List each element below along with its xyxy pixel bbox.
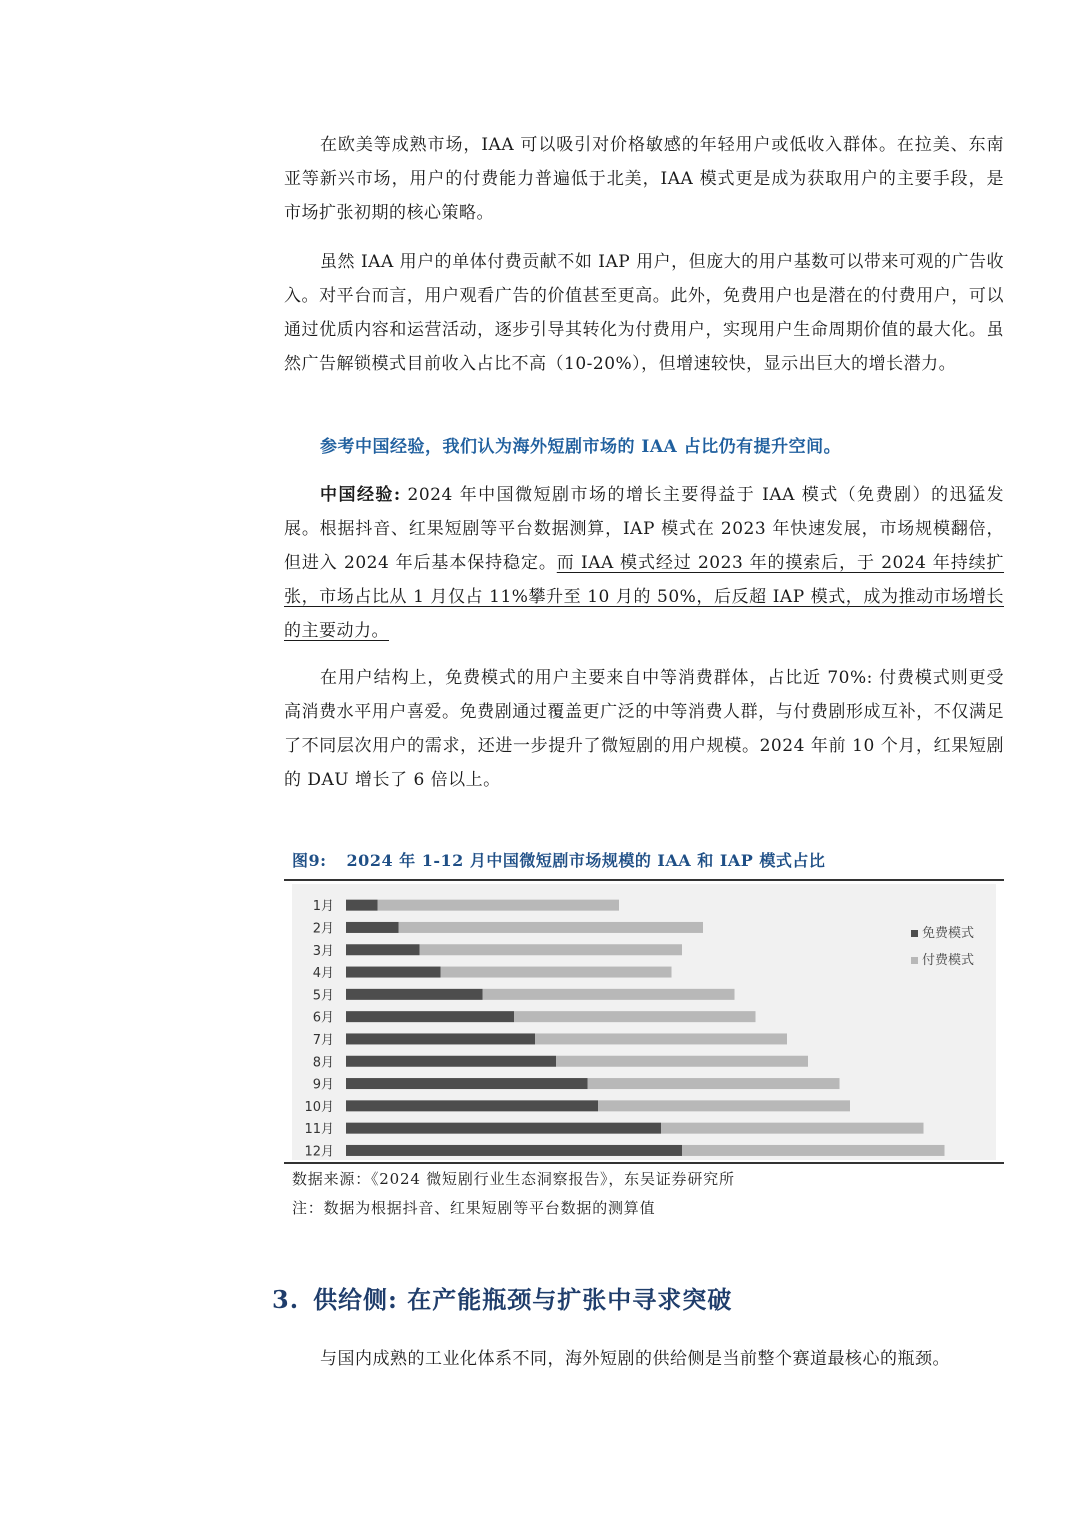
category-label-10: 10月 bbox=[304, 1099, 334, 1115]
legend-label-1: 免费模式 bbox=[922, 926, 975, 941]
paragraph-user-structure: 在用户结构上，免费模式的用户主要来自中等消费群体，占比近 70%: 付费模式则更受高消费水平用户喜爱。免费剧通过覆盖更广泛的中等消费人群，与付费剧形成互补，不仅满足了不同层次用户的需求，还进一步提升了微短剧的用户规模。2024 年前 10 个月，红果短剧的 DAU 增长了 6 倍以上。 bbox=[284, 668, 1004, 790]
category-label-6: 6月 bbox=[312, 1010, 334, 1026]
section-title-text: 供给侧: 在产能瓶颈与扩张中寻求突破 bbox=[313, 1285, 733, 1314]
category-label-5: 5月 bbox=[312, 988, 334, 1004]
bar-free-4 bbox=[346, 967, 441, 978]
section-heading bbox=[272, 1280, 732, 1315]
category-label-8: 8月 bbox=[312, 1055, 334, 1071]
bar-paid-7 bbox=[535, 1033, 787, 1044]
bar-paid-3 bbox=[420, 944, 683, 955]
bar-paid-2 bbox=[399, 922, 704, 933]
bar-free-3 bbox=[346, 944, 420, 955]
legend-swatch-2 bbox=[911, 957, 918, 964]
bar-free-8 bbox=[346, 1056, 556, 1067]
category-label-11: 11月 bbox=[304, 1122, 334, 1138]
bar-free-12 bbox=[346, 1145, 682, 1156]
category-label-1: 1月 bbox=[312, 899, 334, 915]
paragraph-iaa-value: 虽然 IAA 用户的单体付费贡献不如 IAP 用户，但庞大的用户基数可以带来可观的广告收入。对平台而言，用户观看广告的价值甚至更高。此外，免费用户也是潜在的付费用户，可以通过优质内容和运营活动，逐步引导其转化为付费用户，实现用户生命周期价值的最大化。虽然广告解锁模式目前收入占比不高（10-20%），但增速较快，显示出巨大的增长潜力。 bbox=[284, 252, 1004, 374]
bar-free-2 bbox=[346, 922, 399, 933]
figure-top-rule bbox=[284, 879, 1004, 881]
figure-note: 注：数据为根据抖音、红果短剧等平台数据的测算值 bbox=[292, 1199, 656, 1217]
bar-free-5 bbox=[346, 989, 483, 1000]
legend-swatch-1 bbox=[911, 930, 918, 937]
figure-caption bbox=[292, 848, 1002, 871]
bar-paid-6 bbox=[514, 1011, 756, 1022]
category-label-2: 2月 bbox=[312, 921, 334, 937]
china-experience-lead: 中国经验: bbox=[320, 485, 401, 505]
bar-paid-12 bbox=[682, 1145, 945, 1156]
china-experience-body: 2024 年中国微短剧市场的增长主要得益于 IAA 模式（免费剧）的迅猛发展。根据抖音、红果短剧等平台数据测算，IAP 模式在 2023 年快速发展，市场规模翻倍，但进入 2024 年后基本保持稳定。 bbox=[284, 485, 1004, 573]
bar-paid-4 bbox=[441, 967, 672, 978]
figure-title: 2024 年 1-12 月中国微短剧市场规模的 IAA 和 IAP 模式占比 bbox=[346, 851, 826, 870]
bar-paid-11 bbox=[661, 1123, 924, 1134]
figure-label: 图9: bbox=[292, 851, 327, 870]
category-label-9: 9月 bbox=[312, 1077, 334, 1093]
highlight-conclusion: 参考中国经验，我们认为海外短剧市场的 IAA 占比仍有提升空间。 bbox=[320, 437, 842, 457]
bar-paid-1 bbox=[378, 900, 620, 911]
category-label-4: 4月 bbox=[312, 966, 334, 982]
bar-free-7 bbox=[346, 1033, 535, 1044]
category-label-3: 3月 bbox=[312, 943, 334, 959]
bar-paid-10 bbox=[598, 1100, 850, 1111]
bar-free-11 bbox=[346, 1123, 661, 1134]
bar-free-9 bbox=[346, 1078, 588, 1089]
bar-paid-5 bbox=[483, 989, 735, 1000]
paragraph-china-experience bbox=[284, 478, 1004, 648]
bar-free-1 bbox=[346, 900, 378, 911]
china-experience-underlined: 而 IAA 模式经过 2023 年的摸索后，于 2024 年持续扩张，市场占比从 1 月仅占 11%攀升至 10 月的 50%，后反超 IAP 模式，成为推动市场增长的主要动力。 bbox=[284, 553, 1005, 641]
paragraph-supply-side: 与国内成熟的工业化体系不同，海外短剧的供给侧是当前整个赛道最核心的瓶颈。 bbox=[320, 1349, 950, 1369]
paragraph-iaa-markets: 在欧美等成熟市场，IAA 可以吸引对价格敏感的年轻用户或低收入群体。在拉美、东南亚等新兴市场，用户的付费能力普遍低于北美，IAA 模式更是成为获取用户的主要手段，是市场扩张初期的核心策略。 bbox=[284, 135, 1004, 223]
category-label-12: 12月 bbox=[304, 1144, 334, 1160]
figure-source: 数据来源：《2024 微短剧行业生态洞察报告》，东吴证券研究所 bbox=[292, 1170, 735, 1188]
figure-bottom-rule bbox=[284, 1162, 1004, 1164]
section-number: 3. bbox=[272, 1285, 300, 1314]
stacked-bar-chart bbox=[292, 884, 996, 1160]
category-label-7: 7月 bbox=[312, 1032, 334, 1048]
bar-paid-9 bbox=[588, 1078, 840, 1089]
bar-paid-8 bbox=[556, 1056, 808, 1067]
legend-label-2: 付费模式 bbox=[922, 953, 975, 968]
bar-free-10 bbox=[346, 1100, 598, 1111]
bar-free-6 bbox=[346, 1011, 514, 1022]
